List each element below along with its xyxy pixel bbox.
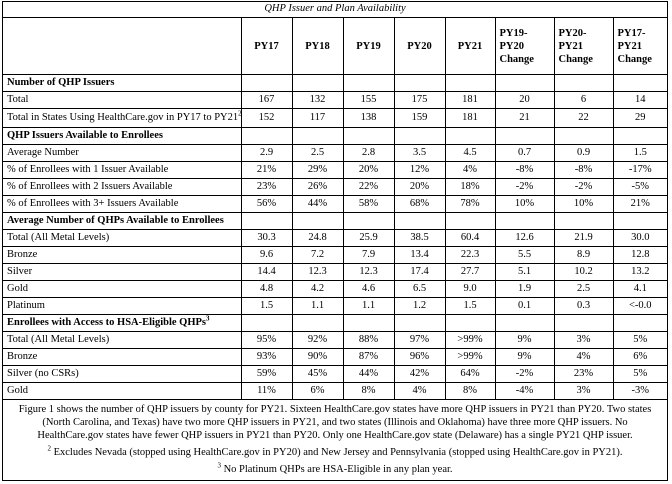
section-empty-cell <box>445 75 495 92</box>
table-caption: QHP Issuer and Plan Availability <box>3 2 667 18</box>
table-cell: 159 <box>394 109 445 128</box>
header-py20: PY20 <box>394 18 445 75</box>
table-cell: 20% <box>343 162 394 179</box>
table-row <box>3 264 667 281</box>
row-label <box>3 366 241 383</box>
table-cell: 1.5 <box>445 298 495 315</box>
table-cell: 117 <box>292 109 343 128</box>
header-label-cell <box>3 18 241 75</box>
table-body <box>3 75 667 400</box>
row-label-text: Platinum <box>7 300 45 311</box>
section-empty-cell <box>394 315 445 332</box>
table-cell: 68% <box>394 196 445 213</box>
table-row <box>3 298 667 315</box>
table-cell: -8% <box>495 162 554 179</box>
section-header-row <box>3 128 667 145</box>
section-empty-cell <box>613 213 667 230</box>
table-row <box>3 92 667 109</box>
section-empty-cell <box>292 75 343 92</box>
section-empty-cell <box>343 75 394 92</box>
table-cell: -2% <box>554 179 613 196</box>
section-empty-cell <box>343 315 394 332</box>
table-cell: 20% <box>394 179 445 196</box>
table-cell: 64% <box>445 366 495 383</box>
footnote-marker: 3 <box>206 314 210 323</box>
table-cell: 87% <box>343 349 394 366</box>
header-py19-py20-change: PY19-PY20 Change <box>495 18 554 75</box>
table-cell: 59% <box>241 366 292 383</box>
section-empty-cell <box>554 75 613 92</box>
table-cell: 10.2 <box>554 264 613 281</box>
table-cell: 12% <box>394 162 445 179</box>
table-cell: 13.4 <box>394 247 445 264</box>
table-cell: 181 <box>445 109 495 128</box>
table-cell: 5% <box>613 332 667 349</box>
table-cell: 1.2 <box>394 298 445 315</box>
section-title-text: QHP Issuers Available to Enrollees <box>7 130 163 141</box>
row-label <box>3 230 241 247</box>
row-label <box>3 349 241 366</box>
footnote-3 <box>9 463 661 476</box>
section-empty-cell <box>495 128 554 145</box>
table-cell: 0.9 <box>554 145 613 162</box>
table-cell: 42% <box>394 366 445 383</box>
table-row <box>3 383 667 400</box>
table-cell: -8% <box>554 162 613 179</box>
footnote-2-mark: 2 <box>47 444 51 453</box>
header-py19: PY19 <box>343 18 394 75</box>
table-cell: 13.2 <box>613 264 667 281</box>
header-py18: PY18 <box>292 18 343 75</box>
header-py20-py21-change: PY20-PY21 Change <box>554 18 613 75</box>
table-cell: 1.5 <box>613 145 667 162</box>
section-empty-cell <box>292 128 343 145</box>
table-cell: 90% <box>292 349 343 366</box>
table-cell: 60.4 <box>445 230 495 247</box>
table-cell: 21% <box>241 162 292 179</box>
table-cell: 0.1 <box>495 298 554 315</box>
header-py21: PY21 <box>445 18 495 75</box>
figure1-note: Figure 1 shows the number of QHP issuers by county for PY21. Sixteen HealthCare.gov states have more QHP issuers in PY21 than PY20. Two states (North Carolina, and Texas) have two more QHP issuers in PY21, and two states (Illinois and Oklahoma) have three more QHP issuers. No HealthCare.gov states have fewer QHP issuers in PY21 than PY20. Only one HealthCare.gov state (Delaware) has a single PY21 QHP issuer. <box>18 404 652 441</box>
table-cell: 97% <box>394 332 445 349</box>
row-label-text: Total <box>7 94 29 105</box>
header-row <box>3 18 667 75</box>
table-cell: 96% <box>394 349 445 366</box>
table-cell: 12.6 <box>495 230 554 247</box>
issuer-plan-availability-table <box>2 1 668 481</box>
table-cell: 4% <box>394 383 445 400</box>
table-cell: 9.6 <box>241 247 292 264</box>
table-cell: 5.5 <box>495 247 554 264</box>
section-empty-cell <box>292 213 343 230</box>
section-empty-cell <box>554 213 613 230</box>
table-cell: 10% <box>554 196 613 213</box>
section-title <box>3 75 241 92</box>
table-cell: 8.9 <box>554 247 613 264</box>
row-label-text: Total (All Metal Levels) <box>7 232 110 243</box>
table-row <box>3 247 667 264</box>
row-label <box>3 298 241 315</box>
table-cell: 132 <box>292 92 343 109</box>
table-cell: -3% <box>613 383 667 400</box>
table-row <box>3 281 667 298</box>
section-empty-cell <box>394 75 445 92</box>
table-cell: 1.5 <box>241 298 292 315</box>
table-cell: 23% <box>554 366 613 383</box>
row-label <box>3 92 241 109</box>
table-cell: 8% <box>343 383 394 400</box>
footnote-marker: 2 <box>238 109 242 118</box>
table-cell: 4.2 <box>292 281 343 298</box>
section-empty-cell <box>495 315 554 332</box>
table-row <box>3 145 667 162</box>
table-row <box>3 109 667 128</box>
table-row <box>3 230 667 247</box>
table-cell: 12.8 <box>613 247 667 264</box>
table-cell: 38.5 <box>394 230 445 247</box>
table-cell: 138 <box>343 109 394 128</box>
table-cell: 29% <box>292 162 343 179</box>
row-label-text: Gold <box>7 283 28 294</box>
section-header-row <box>3 75 667 92</box>
row-label-text: Silver <box>7 266 33 277</box>
table-cell: 7.2 <box>292 247 343 264</box>
row-label <box>3 247 241 264</box>
table-cell: 21% <box>613 196 667 213</box>
table-cell: 45% <box>292 366 343 383</box>
table-cell: 11% <box>241 383 292 400</box>
row-label <box>3 332 241 349</box>
table-cell: 14 <box>613 92 667 109</box>
section-empty-cell <box>613 315 667 332</box>
table-cell: 58% <box>343 196 394 213</box>
table-row <box>3 179 667 196</box>
table-cell: 78% <box>445 196 495 213</box>
header-py17: PY17 <box>241 18 292 75</box>
table-cell: 2.5 <box>292 145 343 162</box>
table-cell: 3.5 <box>394 145 445 162</box>
table-cell: 44% <box>343 366 394 383</box>
table-cell: 27.7 <box>445 264 495 281</box>
table-cell: 12.3 <box>292 264 343 281</box>
row-label-text: Bronze <box>7 351 38 362</box>
section-empty-cell <box>292 315 343 332</box>
section-title-text: Enrollees with Access to HSA-Eligible QHPs <box>7 317 207 328</box>
table-cell: 18% <box>445 179 495 196</box>
table-cell: 22 <box>554 109 613 128</box>
footnote-2 <box>9 446 661 459</box>
table-cell: 0.7 <box>495 145 554 162</box>
table-cell: 26% <box>292 179 343 196</box>
table-cell: 175 <box>394 92 445 109</box>
table-cell: 0.3 <box>554 298 613 315</box>
row-label <box>3 264 241 281</box>
table-cell: 6% <box>292 383 343 400</box>
section-empty-cell <box>394 128 445 145</box>
section-empty-cell <box>554 315 613 332</box>
row-label <box>3 145 241 162</box>
row-label <box>3 162 241 179</box>
table-cell: 12.3 <box>343 264 394 281</box>
table-cell: -2% <box>495 366 554 383</box>
table-row <box>3 366 667 383</box>
table-cell: <-0.0 <box>613 298 667 315</box>
row-label-text: % of Enrollees with 3+ Issuers Available <box>7 198 179 209</box>
table-cell: 4% <box>445 162 495 179</box>
section-title <box>3 315 241 332</box>
table-row <box>3 332 667 349</box>
section-title-text: Average Number of QHPs Available to Enrollees <box>7 215 224 226</box>
table-row <box>3 196 667 213</box>
section-title <box>3 128 241 145</box>
table-cell: 20 <box>495 92 554 109</box>
row-label-text: Total in States Using HealthCare.gov in PY17 to PY21 <box>7 112 239 123</box>
data-table <box>3 18 667 400</box>
table-cell: 155 <box>343 92 394 109</box>
row-label-text: % of Enrollees with 2 Issuers Available <box>7 181 173 192</box>
table-cell: 152 <box>241 109 292 128</box>
section-empty-cell <box>241 213 292 230</box>
table-cell: 25.9 <box>343 230 394 247</box>
section-empty-cell <box>554 128 613 145</box>
table-cell: -4% <box>495 383 554 400</box>
footnote-3-mark: 3 <box>217 461 221 470</box>
table-cell: 4.5 <box>445 145 495 162</box>
table-cell: 6 <box>554 92 613 109</box>
table-cell: 1.9 <box>495 281 554 298</box>
section-empty-cell <box>445 213 495 230</box>
table-cell: 24.8 <box>292 230 343 247</box>
table-cell: 22% <box>343 179 394 196</box>
table-cell: 1.1 <box>292 298 343 315</box>
section-empty-cell <box>445 315 495 332</box>
row-label <box>3 196 241 213</box>
table-cell: 10% <box>495 196 554 213</box>
section-empty-cell <box>495 75 554 92</box>
section-empty-cell <box>241 128 292 145</box>
table-cell: 56% <box>241 196 292 213</box>
table-row <box>3 162 667 179</box>
table-cell: 22.3 <box>445 247 495 264</box>
section-title <box>3 213 241 230</box>
row-label-text: Bronze <box>7 249 38 260</box>
table-cell: 3% <box>554 332 613 349</box>
section-empty-cell <box>495 213 554 230</box>
table-cell: 8% <box>445 383 495 400</box>
table-cell: 30.0 <box>613 230 667 247</box>
table-cell: 95% <box>241 332 292 349</box>
table-row <box>3 349 667 366</box>
table-cell: 9% <box>495 349 554 366</box>
table-cell: 1.1 <box>343 298 394 315</box>
table-cell: 7.9 <box>343 247 394 264</box>
row-label <box>3 179 241 196</box>
table-cell: 4.1 <box>613 281 667 298</box>
section-empty-cell <box>241 75 292 92</box>
table-cell: 4.6 <box>343 281 394 298</box>
table-cell: 3% <box>554 383 613 400</box>
section-empty-cell <box>343 213 394 230</box>
table-cell: >99% <box>445 332 495 349</box>
table-cell: 88% <box>343 332 394 349</box>
section-header-row <box>3 315 667 332</box>
table-cell: 4.8 <box>241 281 292 298</box>
row-label-text: Silver (no CSRs) <box>7 368 79 379</box>
table-cell: 21 <box>495 109 554 128</box>
table-cell: 4% <box>554 349 613 366</box>
table-cell: 2.9 <box>241 145 292 162</box>
table-cell: 17.4 <box>394 264 445 281</box>
table-cell: 5.1 <box>495 264 554 281</box>
table-cell: 6% <box>613 349 667 366</box>
row-label <box>3 383 241 400</box>
header-py17-py21-change: PY17-PY21 Change <box>613 18 667 75</box>
row-label-text: % of Enrollees with 1 Issuer Available <box>7 164 169 175</box>
footnote-2-text: Excludes Nevada (stopped using HealthCare.gov in PY20) and New Jersey and Pennsylvania (stopped using HealthCare.gov in PY21). <box>50 447 623 458</box>
section-title-text: Number of QHP Issuers <box>7 77 115 88</box>
footnote-3-text: No Platinum QHPs are HSA-Eligible in any plan year. <box>220 464 453 475</box>
table-cell: -5% <box>613 179 667 196</box>
table-cell: 2.5 <box>554 281 613 298</box>
row-label-text: Average Number <box>7 147 79 158</box>
table-cell: -2% <box>495 179 554 196</box>
section-header-row <box>3 213 667 230</box>
section-empty-cell <box>394 213 445 230</box>
table-cell: 93% <box>241 349 292 366</box>
table-cell: 44% <box>292 196 343 213</box>
row-label <box>3 109 241 128</box>
table-cell: 167 <box>241 92 292 109</box>
section-empty-cell <box>445 128 495 145</box>
table-cell: >99% <box>445 349 495 366</box>
table-cell: 29 <box>613 109 667 128</box>
table-cell: 9% <box>495 332 554 349</box>
table-cell: 14.4 <box>241 264 292 281</box>
section-empty-cell <box>613 75 667 92</box>
table-cell: 6.5 <box>394 281 445 298</box>
table-cell: 30.3 <box>241 230 292 247</box>
row-label-text: Total (All Metal Levels) <box>7 334 110 345</box>
table-cell: -17% <box>613 162 667 179</box>
table-cell: 2.8 <box>343 145 394 162</box>
table-cell: 92% <box>292 332 343 349</box>
section-empty-cell <box>241 315 292 332</box>
table-cell: 5% <box>613 366 667 383</box>
section-empty-cell <box>613 128 667 145</box>
table-cell: 21.9 <box>554 230 613 247</box>
table-cell: 9.0 <box>445 281 495 298</box>
notes <box>3 400 667 476</box>
table-cell: 181 <box>445 92 495 109</box>
section-empty-cell <box>343 128 394 145</box>
table-cell: 23% <box>241 179 292 196</box>
row-label <box>3 281 241 298</box>
row-label-text: Gold <box>7 385 28 396</box>
